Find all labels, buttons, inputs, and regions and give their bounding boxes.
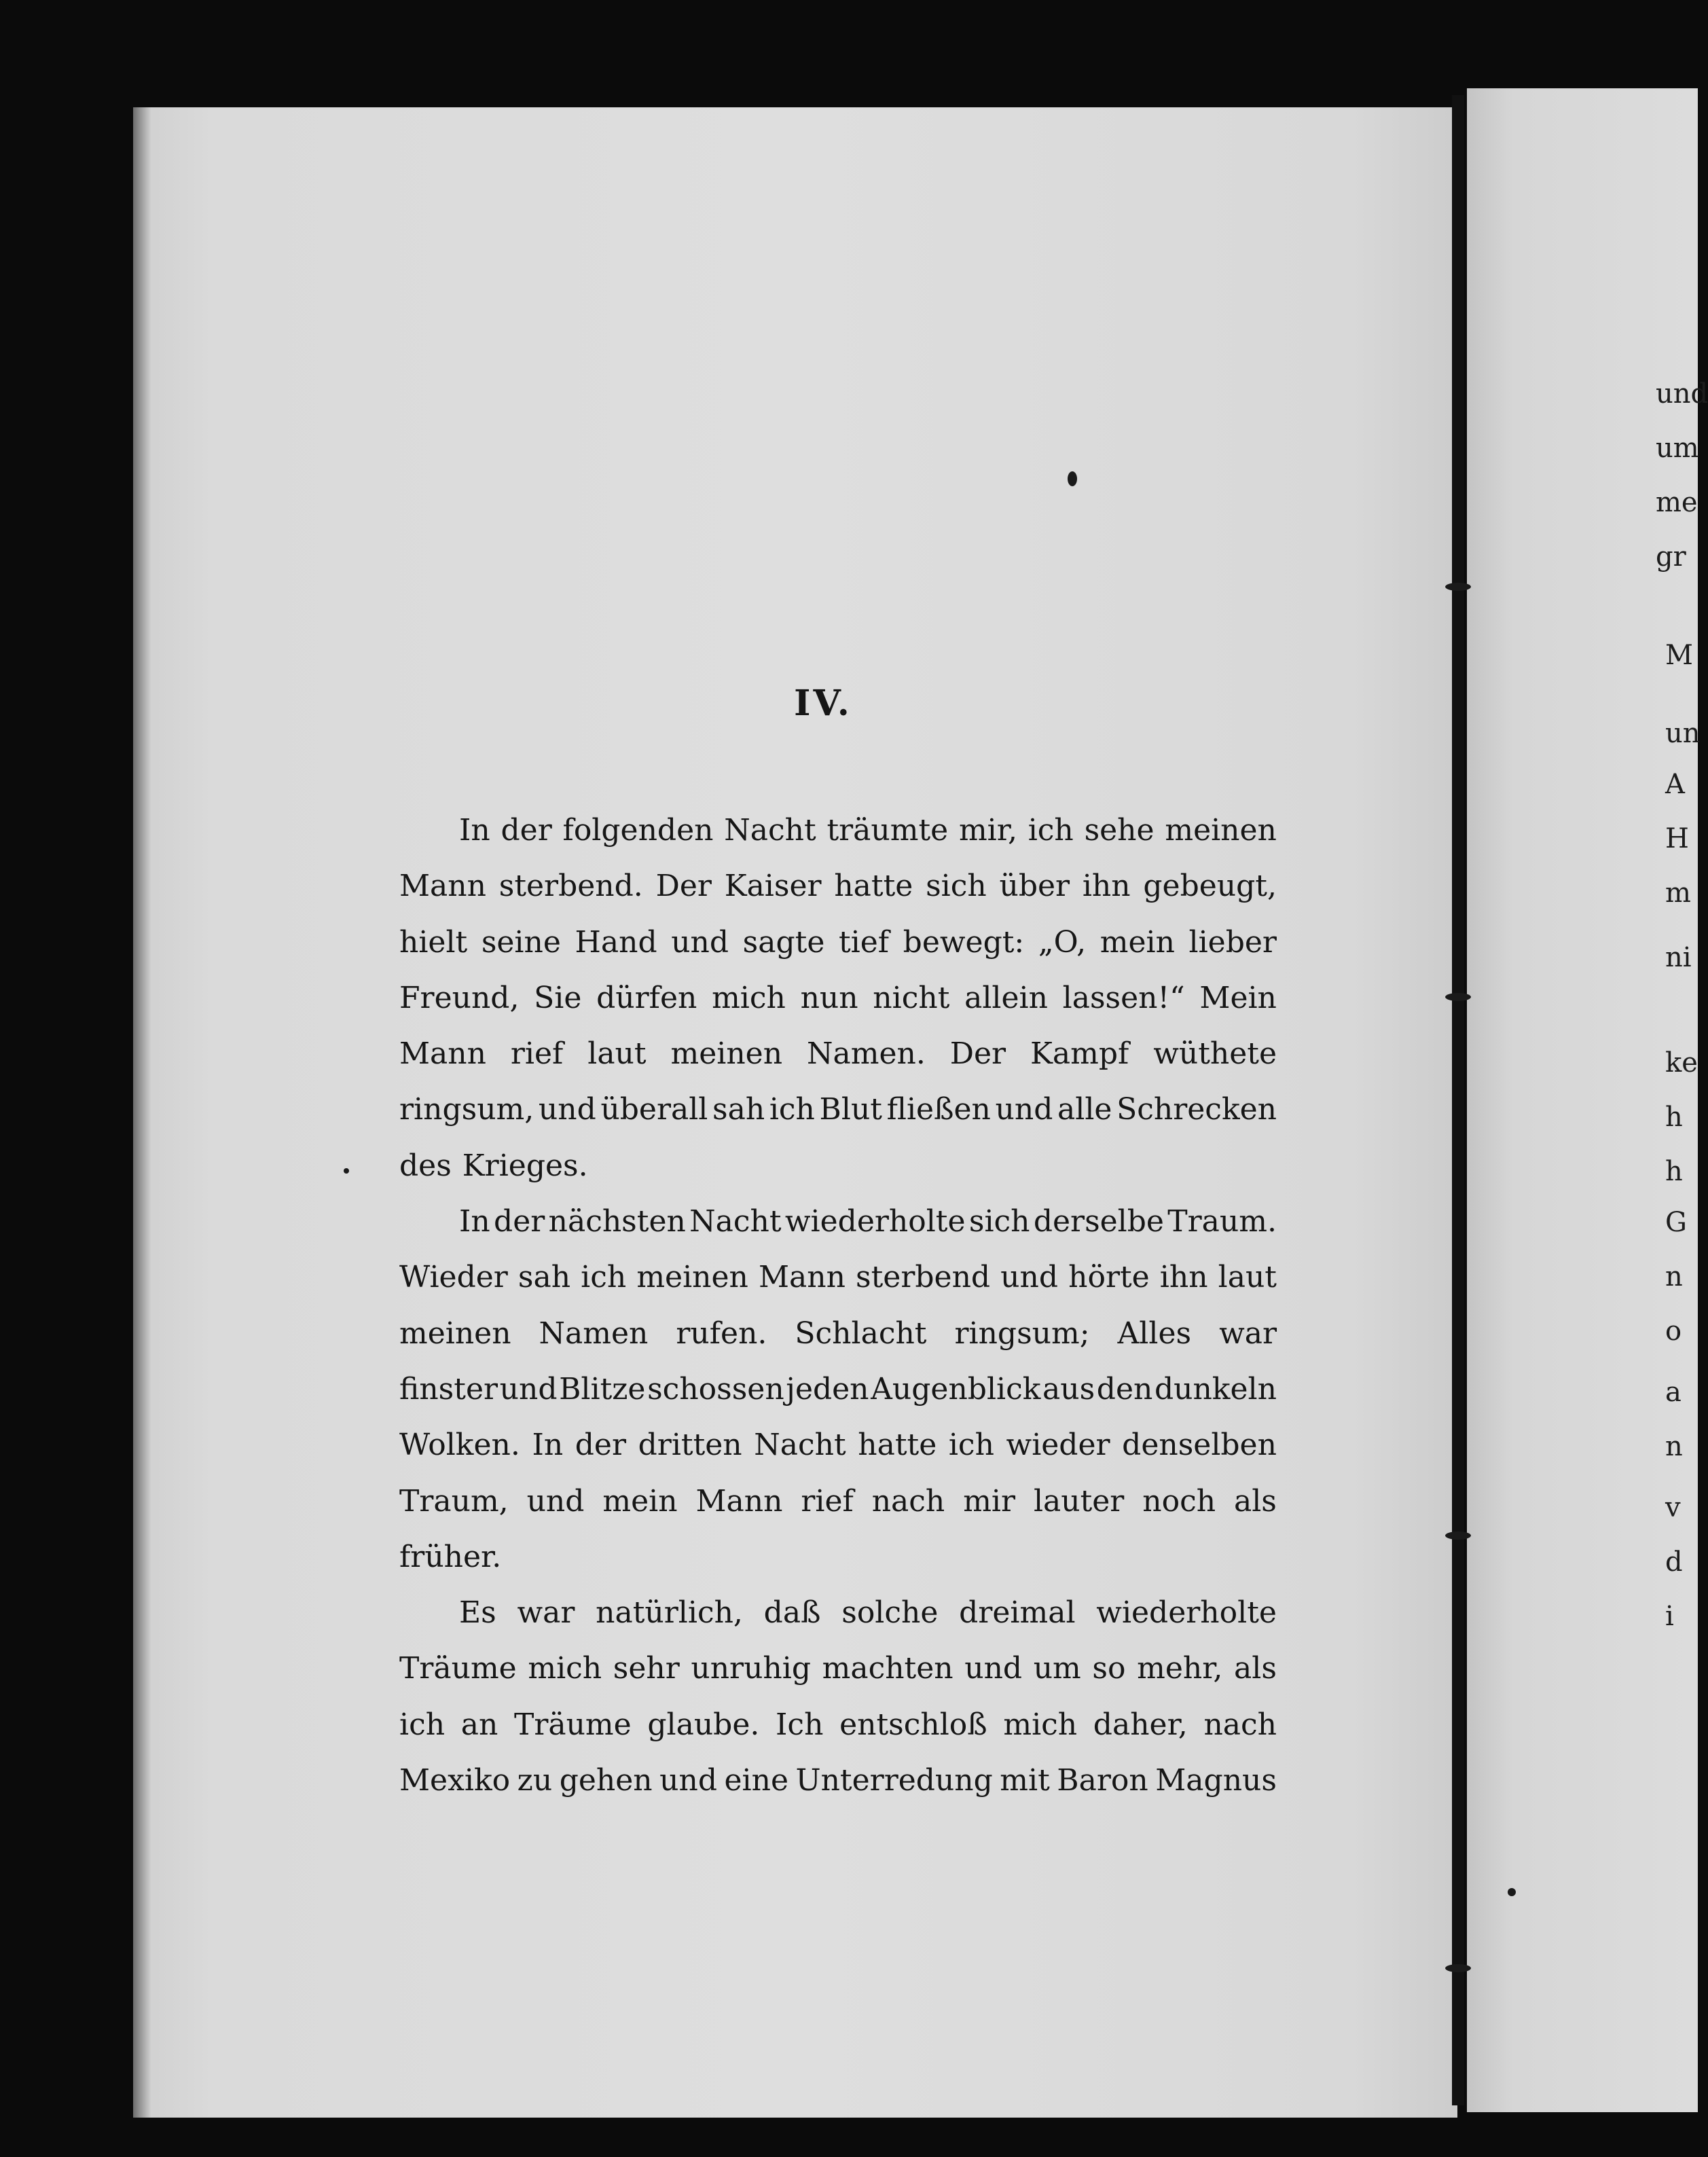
facing-page-fragment: m bbox=[1665, 877, 1691, 909]
ink-speck bbox=[1508, 1888, 1516, 1896]
word: mich bbox=[1003, 1707, 1078, 1742]
word: zu bbox=[517, 1763, 553, 1798]
word: Hand bbox=[575, 924, 657, 960]
word: sah bbox=[712, 1092, 765, 1127]
word: mein bbox=[1100, 924, 1175, 960]
word: denselben bbox=[1122, 1428, 1277, 1463]
word: alle bbox=[1057, 1092, 1112, 1127]
word: sterbend bbox=[856, 1260, 991, 1295]
text-line bbox=[399, 1082, 1277, 1138]
word: Kaiser bbox=[724, 869, 822, 904]
facing-page-fragment: d bbox=[1665, 1546, 1683, 1578]
word: Wolken. bbox=[399, 1428, 520, 1463]
word: dreimal bbox=[959, 1595, 1076, 1631]
word: meinen bbox=[670, 1036, 783, 1072]
word: nun bbox=[800, 980, 858, 1015]
facing-page-fragment: und bbox=[1656, 378, 1708, 410]
word: In bbox=[459, 813, 490, 848]
word: sich bbox=[926, 869, 987, 904]
word: solche bbox=[841, 1595, 939, 1631]
word: dürfen bbox=[596, 980, 697, 1015]
word: ihn bbox=[1159, 1260, 1208, 1295]
facing-page-fragment: A bbox=[1665, 769, 1685, 800]
word: hatte bbox=[834, 869, 913, 904]
word: fließen bbox=[886, 1092, 991, 1127]
binding-thread bbox=[1445, 1531, 1471, 1540]
word: träumte bbox=[826, 813, 949, 848]
ink-speck bbox=[1068, 471, 1077, 486]
word: meinen bbox=[399, 1316, 511, 1351]
word: ich bbox=[399, 1707, 446, 1742]
word: der bbox=[494, 1204, 545, 1239]
binding-thread bbox=[1445, 583, 1471, 591]
word: meinen bbox=[1165, 813, 1277, 848]
word: bewegt: bbox=[903, 924, 1025, 960]
facing-page-fragment: h bbox=[1665, 1156, 1683, 1187]
word: ringsum, bbox=[399, 1092, 534, 1127]
word: sterbend. bbox=[498, 869, 643, 904]
word: „O, bbox=[1038, 924, 1087, 960]
word: so bbox=[1092, 1651, 1126, 1686]
facing-page-fragment: n bbox=[1665, 1261, 1683, 1292]
word: ich bbox=[948, 1428, 994, 1463]
word: Namen bbox=[539, 1316, 649, 1351]
word: glaube. bbox=[647, 1707, 760, 1742]
scan-bottom-edge bbox=[133, 2118, 1698, 2157]
word: aus bbox=[1042, 1371, 1095, 1407]
word: eine bbox=[724, 1763, 788, 1798]
text-line bbox=[399, 1697, 1277, 1753]
facing-page-fragment: um bbox=[1656, 433, 1699, 464]
word: ringsum; bbox=[954, 1316, 1090, 1351]
text-line bbox=[399, 803, 1277, 858]
word: laut bbox=[1218, 1260, 1277, 1295]
word: gebeugt, bbox=[1143, 869, 1277, 904]
word: als bbox=[1234, 1651, 1277, 1686]
word: Träume bbox=[513, 1707, 632, 1742]
word: und bbox=[499, 1371, 558, 1407]
word: sehe bbox=[1084, 813, 1155, 848]
word: Träume bbox=[399, 1651, 517, 1686]
facing-page-fragment: H bbox=[1665, 823, 1689, 854]
word: den bbox=[1096, 1371, 1153, 1407]
word: war bbox=[517, 1595, 575, 1631]
word: Mann bbox=[695, 1483, 783, 1519]
facing-page-fragment: v bbox=[1665, 1492, 1681, 1523]
word: hörte bbox=[1068, 1260, 1150, 1295]
word: Blitze bbox=[559, 1371, 646, 1407]
word: Nacht bbox=[689, 1204, 782, 1239]
word: sah bbox=[517, 1260, 571, 1295]
word: allein bbox=[964, 980, 1048, 1015]
word: dritten bbox=[638, 1428, 742, 1463]
facing-page-fragment: n bbox=[1665, 1431, 1683, 1462]
word: Freund, bbox=[399, 980, 520, 1015]
word: Wieder bbox=[399, 1260, 508, 1295]
word: ich bbox=[769, 1092, 815, 1127]
word: wieder bbox=[1006, 1428, 1110, 1463]
facing-page-fragment: G bbox=[1665, 1207, 1687, 1238]
word: nicht bbox=[873, 980, 950, 1015]
word: In bbox=[459, 1204, 490, 1239]
word: um bbox=[1033, 1651, 1081, 1686]
word: wiederholte bbox=[1096, 1595, 1277, 1631]
word: Magnus bbox=[1155, 1763, 1277, 1798]
word: sich bbox=[968, 1204, 1030, 1239]
word: Namen. bbox=[806, 1036, 926, 1072]
word: überall bbox=[600, 1092, 708, 1127]
word: ihn bbox=[1082, 869, 1131, 904]
text-line bbox=[399, 1641, 1277, 1697]
word: Mexiko bbox=[399, 1763, 511, 1798]
word: noch bbox=[1142, 1483, 1216, 1519]
facing-page-fragment: gr bbox=[1656, 541, 1686, 573]
word: mich bbox=[528, 1651, 602, 1686]
facing-page-fragment: a bbox=[1665, 1377, 1682, 1408]
word: lassen!“ bbox=[1062, 980, 1185, 1015]
word: Der bbox=[949, 1036, 1006, 1072]
word: wüthete bbox=[1153, 1036, 1277, 1072]
word: Mann bbox=[399, 869, 486, 904]
text-line bbox=[399, 1417, 1277, 1473]
chapter-heading: IV. bbox=[794, 683, 852, 724]
word: finster bbox=[399, 1371, 498, 1407]
word: sehr bbox=[613, 1651, 680, 1686]
word: war bbox=[1219, 1316, 1277, 1351]
word: Baron bbox=[1057, 1763, 1148, 1798]
word: Kampf bbox=[1030, 1036, 1129, 1072]
word: Blut bbox=[819, 1092, 882, 1127]
word: und bbox=[538, 1092, 596, 1127]
text-line bbox=[399, 1529, 1277, 1585]
word: jeden bbox=[786, 1371, 869, 1407]
word: derselbe bbox=[1033, 1204, 1164, 1239]
facing-page-fragment: h bbox=[1665, 1102, 1683, 1133]
word: des bbox=[399, 1148, 452, 1183]
word: Alles bbox=[1117, 1316, 1192, 1351]
text-line bbox=[399, 1250, 1277, 1305]
word: als bbox=[1234, 1483, 1277, 1519]
word: und bbox=[659, 1763, 717, 1798]
word: dunkeln bbox=[1154, 1371, 1277, 1407]
word: hielt bbox=[399, 924, 468, 960]
word: schossen bbox=[647, 1371, 784, 1407]
word: gehen bbox=[559, 1763, 653, 1798]
facing-page-fragment: un bbox=[1665, 718, 1701, 749]
word: Mann bbox=[399, 1036, 486, 1072]
word: Nacht bbox=[724, 813, 816, 848]
word: Augenblick bbox=[871, 1371, 1041, 1407]
word: mir bbox=[963, 1483, 1016, 1519]
word: nach bbox=[1203, 1707, 1277, 1742]
text-line bbox=[399, 1753, 1277, 1809]
word: wiederholte bbox=[784, 1204, 966, 1239]
word: Traum, bbox=[399, 1483, 509, 1519]
word: In bbox=[532, 1428, 564, 1463]
word: mit bbox=[1000, 1763, 1050, 1798]
text-line bbox=[399, 1474, 1277, 1529]
word: mir, bbox=[958, 813, 1017, 848]
word: seine bbox=[481, 924, 561, 960]
facing-page-fragment: ni bbox=[1665, 942, 1692, 973]
word: sagte bbox=[742, 924, 825, 960]
word: und bbox=[1000, 1260, 1059, 1295]
word: früher. bbox=[399, 1539, 502, 1574]
word: Der bbox=[655, 869, 712, 904]
text-line bbox=[399, 1306, 1277, 1362]
word: rufen. bbox=[676, 1316, 767, 1351]
word: an bbox=[460, 1707, 498, 1742]
word: und bbox=[526, 1483, 585, 1519]
word: Sie bbox=[534, 980, 582, 1015]
word: Ich bbox=[776, 1707, 824, 1742]
word: Mann bbox=[758, 1260, 846, 1295]
text-line bbox=[399, 1585, 1277, 1641]
word: über bbox=[999, 869, 1070, 904]
word: daher, bbox=[1093, 1707, 1188, 1742]
word: mein bbox=[602, 1483, 678, 1519]
word: Schrecken bbox=[1116, 1092, 1277, 1127]
text-line bbox=[399, 1362, 1277, 1417]
word: lauter bbox=[1033, 1483, 1125, 1519]
word: Mein bbox=[1199, 980, 1277, 1015]
facing-page-fragment: ke bbox=[1665, 1047, 1698, 1078]
word: Krieges. bbox=[462, 1148, 588, 1183]
word: entschloß bbox=[839, 1707, 987, 1742]
text-line bbox=[399, 915, 1277, 971]
word: ich bbox=[581, 1260, 627, 1295]
binding-gutter bbox=[1452, 95, 1464, 2105]
word: lieber bbox=[1188, 924, 1277, 960]
word: Traum. bbox=[1167, 1204, 1277, 1239]
word: Unterredung bbox=[795, 1763, 993, 1798]
word: Nacht bbox=[754, 1428, 846, 1463]
text-line bbox=[399, 1138, 1277, 1194]
text-line bbox=[399, 1194, 1277, 1250]
word: mich bbox=[712, 980, 786, 1015]
facing-page-fragment: i bbox=[1665, 1601, 1674, 1632]
text-line bbox=[399, 971, 1277, 1026]
binding-thread bbox=[1445, 993, 1471, 1001]
word: hatte bbox=[858, 1428, 937, 1463]
word: unruhig bbox=[691, 1651, 811, 1686]
word: nach bbox=[871, 1483, 945, 1519]
word: rief bbox=[801, 1483, 854, 1519]
facing-page-fragment: M bbox=[1665, 640, 1693, 671]
binding-thread bbox=[1445, 1964, 1471, 1972]
text-line bbox=[399, 858, 1277, 914]
word: Schlacht bbox=[795, 1316, 927, 1351]
word: machten bbox=[822, 1651, 953, 1686]
word: nächsten bbox=[548, 1204, 686, 1239]
word: und bbox=[995, 1092, 1053, 1127]
word: mehr, bbox=[1137, 1651, 1223, 1686]
text-line bbox=[399, 1026, 1277, 1082]
word: und bbox=[964, 1651, 1023, 1686]
word: meinen bbox=[636, 1260, 748, 1295]
facing-page-fragment: me bbox=[1656, 487, 1698, 518]
word: ich bbox=[1028, 813, 1074, 848]
facing-page-fragment: o bbox=[1665, 1316, 1682, 1347]
word: daß bbox=[763, 1595, 821, 1631]
word: der bbox=[501, 813, 552, 848]
word: und bbox=[671, 924, 729, 960]
body-text bbox=[399, 803, 1277, 1809]
word: folgenden bbox=[562, 813, 714, 848]
ink-speck bbox=[344, 1168, 349, 1174]
word: der bbox=[575, 1428, 627, 1463]
word: natürlich, bbox=[596, 1595, 743, 1631]
word: laut bbox=[587, 1036, 647, 1072]
word: Es bbox=[459, 1595, 496, 1631]
word: tief bbox=[838, 924, 890, 960]
word: rief bbox=[510, 1036, 564, 1072]
